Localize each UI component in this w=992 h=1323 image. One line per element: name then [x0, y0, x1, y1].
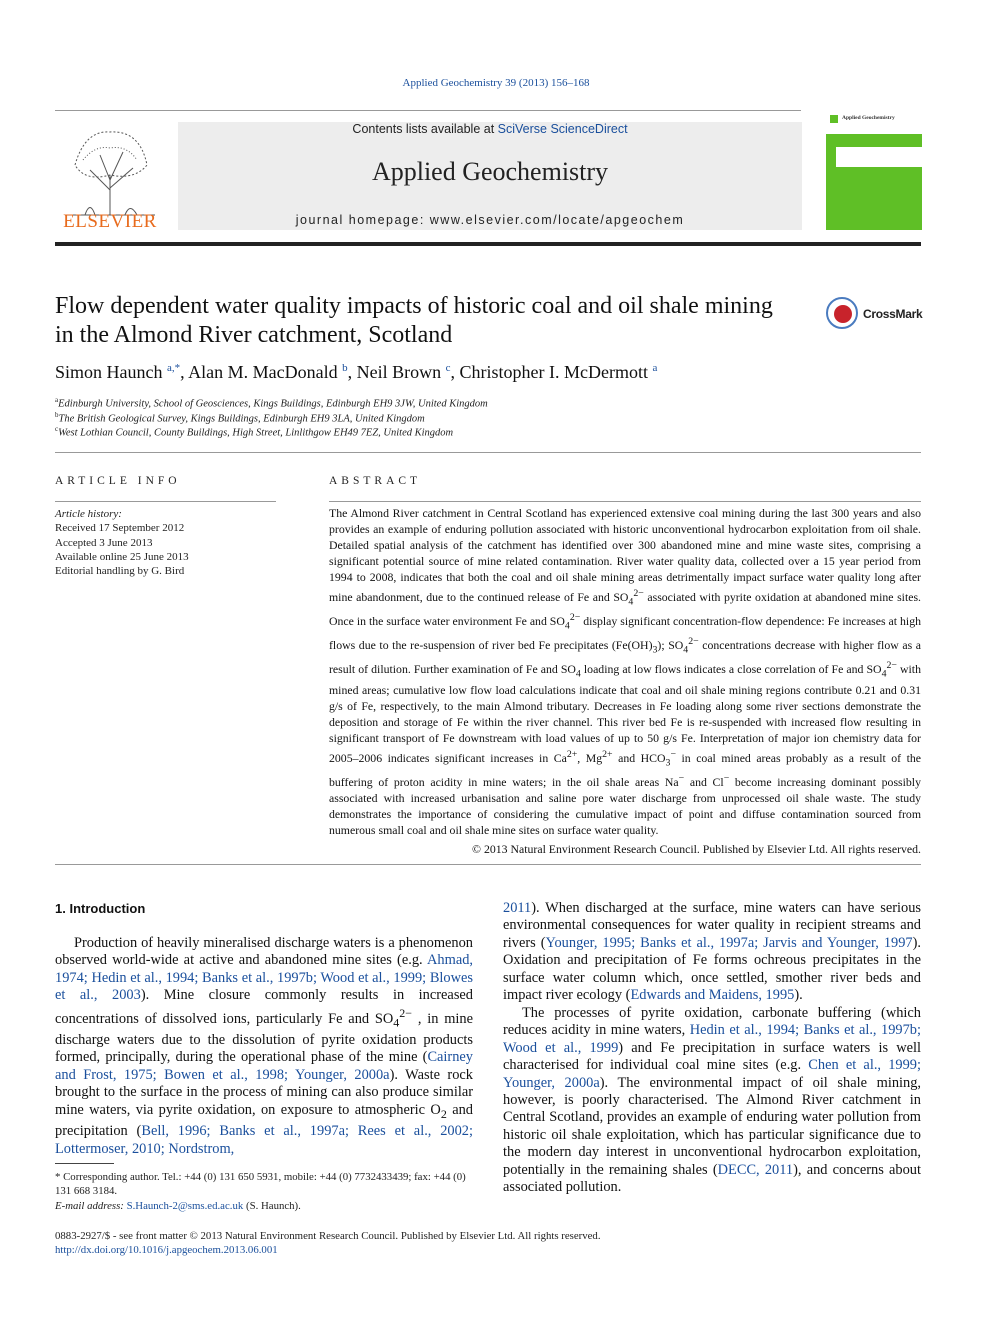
cover-label: Applied Geochemistry: [842, 115, 895, 121]
article-title: Flow dependent water quality impacts of historic coal and oil shale mining in the Almond River catchment, Scotland: [55, 293, 773, 348]
author-affiliation-sup[interactable]: b: [342, 362, 348, 374]
citation-link[interactable]: DECC, 2011: [717, 1161, 794, 1178]
abstract-rule: [329, 501, 921, 502]
history-heading: Article history:: [55, 508, 122, 520]
journal-title: Applied Geochemistry: [371, 157, 609, 186]
header-rule: [55, 110, 801, 111]
article-info-heading: ARTICLE INFO: [55, 475, 181, 487]
citation-link[interactable]: Bell, 1996; Banks et al., 1997a; Rees et al., 2002; Lottermoser, 2010; Nordstrom,: [55, 1123, 473, 1157]
citation-link[interactable]: Younger, 1995; Banks et al., 1997a; Jarvis and Younger, 1997: [545, 934, 913, 951]
abstract-copyright: © 2013 Natural Environment Research Council. Published by Elsevier Ltd. All rights reserved.: [472, 842, 921, 856]
author-affiliation-sup[interactable]: a,*: [167, 362, 181, 374]
author-name: Neil Brown: [356, 362, 442, 382]
citation-link[interactable]: 2011: [503, 900, 532, 916]
affiliation: $^a$Edinburgh University, School of Geosciences, Kings Buildings, Edinburgh EH9 3JW, United Kingdom: [55, 396, 488, 410]
accepted-date: Accepted 3 June 2013: [55, 536, 153, 549]
author-affiliation-sup[interactable]: c: [445, 362, 451, 374]
journal-citation[interactable]: Applied Geochemistry 39 (2013) 156–168: [402, 77, 590, 89]
author-name: Alan M. MacDonald: [188, 362, 338, 382]
email-link[interactable]: S.Haunch-2@sms.ed.ac.uk: [126, 1200, 244, 1212]
crossmark-badge[interactable]: [826, 297, 926, 333]
body-column-left: [55, 935, 473, 1158]
section-rule: [55, 452, 921, 453]
crossmark-label: CrossMark: [863, 307, 923, 321]
corresponding-author-footnote: * Corresponding author. Tel.: +44 (0) 131 650 5931, mobile: +44 (0) 7732433439; fax: +44 (0) 131 668 3184.: [55, 1171, 466, 1197]
contents-line: Contents lists available at SciVerse ScienceDirect: [352, 122, 628, 136]
citation-link[interactable]: Ahmad, 1974; Hedin et al., 1994; Banks et al., 1997b; Wood et al., 1999; Blowes et al., 2003: [55, 952, 473, 1004]
citation-link[interactable]: Hedin et al., 1994; Banks et al., 1997b; Wood et al., 1999: [503, 1022, 921, 1056]
body-paragraph: 2011). When discharged at the surface, mine waters can have serious environmental consequences for water quality in recipient streams and rivers (Younger, 1995; Banks et al., 1997a; Jarvis and Younger, 1997). Oxidation and precipitation of Fe forms ochreous precipitates in the surface water column which, once settled, smother river beds and impact river ecology (Edwards and Maidens, 1995).: [503, 900, 922, 1004]
received-date: Received 17 September 2012: [55, 522, 185, 535]
journal-homepage[interactable]: journal homepage: www.elsevier.com/locate/apgeochem: [295, 213, 685, 227]
author-list: Simon Haunch $^{a,*}$, Alan M. MacDonald $^b$, Neil Brown $^c$, Christopher I. McDermott $^a$: [55, 362, 658, 382]
body-paragraph: The processes of pyrite oxidation, carbonate buffering (which reduces acidity in mine waters, Hedin et al., 1994; Banks et al., 1997b; Wood et al., 1999) and Fe precipitation in surface waters is well characterised for individual coal mine sites (e.g. Chen et al., 1999; Younger, 2000a). The environmental impact of oil shale mining, however, is poorly characterised. The Almond River catchment in Central Scotland, provides an example of enduring water pollution from historic oil shale exploitation, which has particular significance due to the modern day interest in unconventional hydrocarbon exploitation, potentially in the remaining shales (DECC, 2011), and concerns about associated pollution.: [503, 1004, 921, 1196]
footnote-rule: [55, 1163, 114, 1164]
doi-link[interactable]: http://dx.doi.org/10.1016/j.apgeochem.2013.06.001: [55, 1244, 278, 1256]
article-history: [55, 507, 189, 578]
elsevier-wordmark: ELSEVIER: [63, 211, 157, 232]
online-date: Available online 25 June 2013: [55, 550, 189, 563]
citation-link[interactable]: Chen et al., 1999; Younger, 2000a: [503, 1057, 921, 1091]
citation-link[interactable]: Cairney and Frost, 1975; Bowen et al., 1998; Younger, 2000a: [55, 1049, 473, 1083]
author-name: Christopher I. McDermott: [459, 362, 648, 382]
editorial-handling: Editorial handling by G. Bird: [55, 565, 185, 578]
header-thick-rule: [55, 242, 921, 246]
crossmark-icon: [826, 297, 858, 329]
section-heading: 1. Introduction: [55, 901, 146, 916]
article-info-rule: [55, 501, 276, 502]
author-name: Simon Haunch: [55, 362, 163, 382]
abstract-heading: ABSTRACT: [329, 475, 422, 487]
section-rule: [55, 864, 921, 865]
email-footnote: E-mail address: S.Haunch-2@sms.ed.ac.uk (S. Haunch).: [55, 1200, 301, 1212]
body-paragraph: Production of heavily mineralised discharge waters is a phenomenon observed world-wide at active and abandoned mine sites (e.g. Ahmad, 1974; Hedin et al., 1994; Banks et al., 1997b; Wood et al., 1999; Blowes et al., 2003). Mine closure commonly results in increased concentrations of dissolved ions, particularly Fe and $SO_4^{2-}$ , in mine discharge waters due to the dissolution of pyrite oxidation products formed, principally, during the operational phase of the mine (Cairney and Frost, 1975; Bowen et al., 1998; Younger, 2000a). Waste rock brought to the surface in the process of mining can also produce similar mine waters, via pyrite oxidation, on exposure to atmospheric $O_2$ and precipitation (Bell, 1996; Banks et al., 1997a; Rees et al., 2002; Lottermoser, 2010; Nordstrom,: [55, 935, 473, 1157]
abstract-body: The Almond River catchment in Central Scotland has experienced extensive coal mining during the last 300 years and also provides an example of enduring pollution associated with historic unconventional hydrocarbon exploitation from oil shale. Detailed spatial analysis of the catchment has identified over 300 abandoned mine and mine waste sites, comprising a significant potential source of mine related contamination. River water quality data, collected over a 15 year period from 1994 to 2008, indicates that both the coal and oil shale mining areas detrimentally impact surface water quality long after mine abandonment, due to the continued release of Fe and $SO_4^{2-}$ associated with pyrite oxidation at abandoned mine sites. Once in the surface water environment Fe and $SO_4^{2-}$ display significant concentration-flow dependence: Fe increases at high flows due to the re-suspension of river bed Fe precipitates $(Fe(OH)_3)$; $SO_4^{2-}$ concentrations decrease with higher flow as a result of dilution. Further examination of Fe and $SO_4$ loading at low flows indicates a close correlation of Fe and $SO_4^{2-}$ with mined areas; cumulative low flow load calculations indicate that coal and oil shale mining regions contribute 0.21 and 0.31 g/s of Fe, respectively, to the main Almond tributary. Decreases in Fe loading along some river sections demonstrate the deposition and storage of Fe within the river channel. This river bed Fe is re-suspended with increased flow resulting in significant transport of Fe downstream with load values of up to 50 g/s Fe. Interpretation of major ion chemistry data for 2005–2006 indicates significant increases in $Ca^{2+}$, $Mg^{2+}$ and $HCO_3^-$ in coal mined areas probably as a result of the buffering of proton acidity in mine waters; in the oil shale areas Na− and Cl− become increasing dominant possibly associated with increased urbanisation and saline pore water discharge from unprocessed oil shale waste. The study demonstrates the importance of considering the cumulative impact of point and diffuse contamination sourced from numerous small coal and oil shale mine sites on surface water quality.: [329, 506, 921, 837]
issn-line: 0883-2927/$ - see front matter © 2013 Natural Environment Research Council. Published by Elsevier Ltd. All rights reserved.: [55, 1230, 601, 1242]
affiliation: $^b$The British Geological Survey, Kings Buildings, Edinburgh EH9 3LA, United Kingdom: [55, 411, 425, 425]
journal-cover-thumbnail: [826, 112, 922, 230]
sciencedirect-link[interactable]: SciVerse ScienceDirect: [497, 122, 628, 136]
citation-link[interactable]: Edwards and Maidens, 1995: [630, 987, 795, 1004]
body-column-right: [503, 900, 921, 1197]
author-affiliation-sup[interactable]: a: [652, 362, 658, 374]
affiliation: $^c$West Lothian Council, County Buildings, High Street, Linlithgow EH49 7EZ, United Kingdom: [55, 425, 454, 439]
